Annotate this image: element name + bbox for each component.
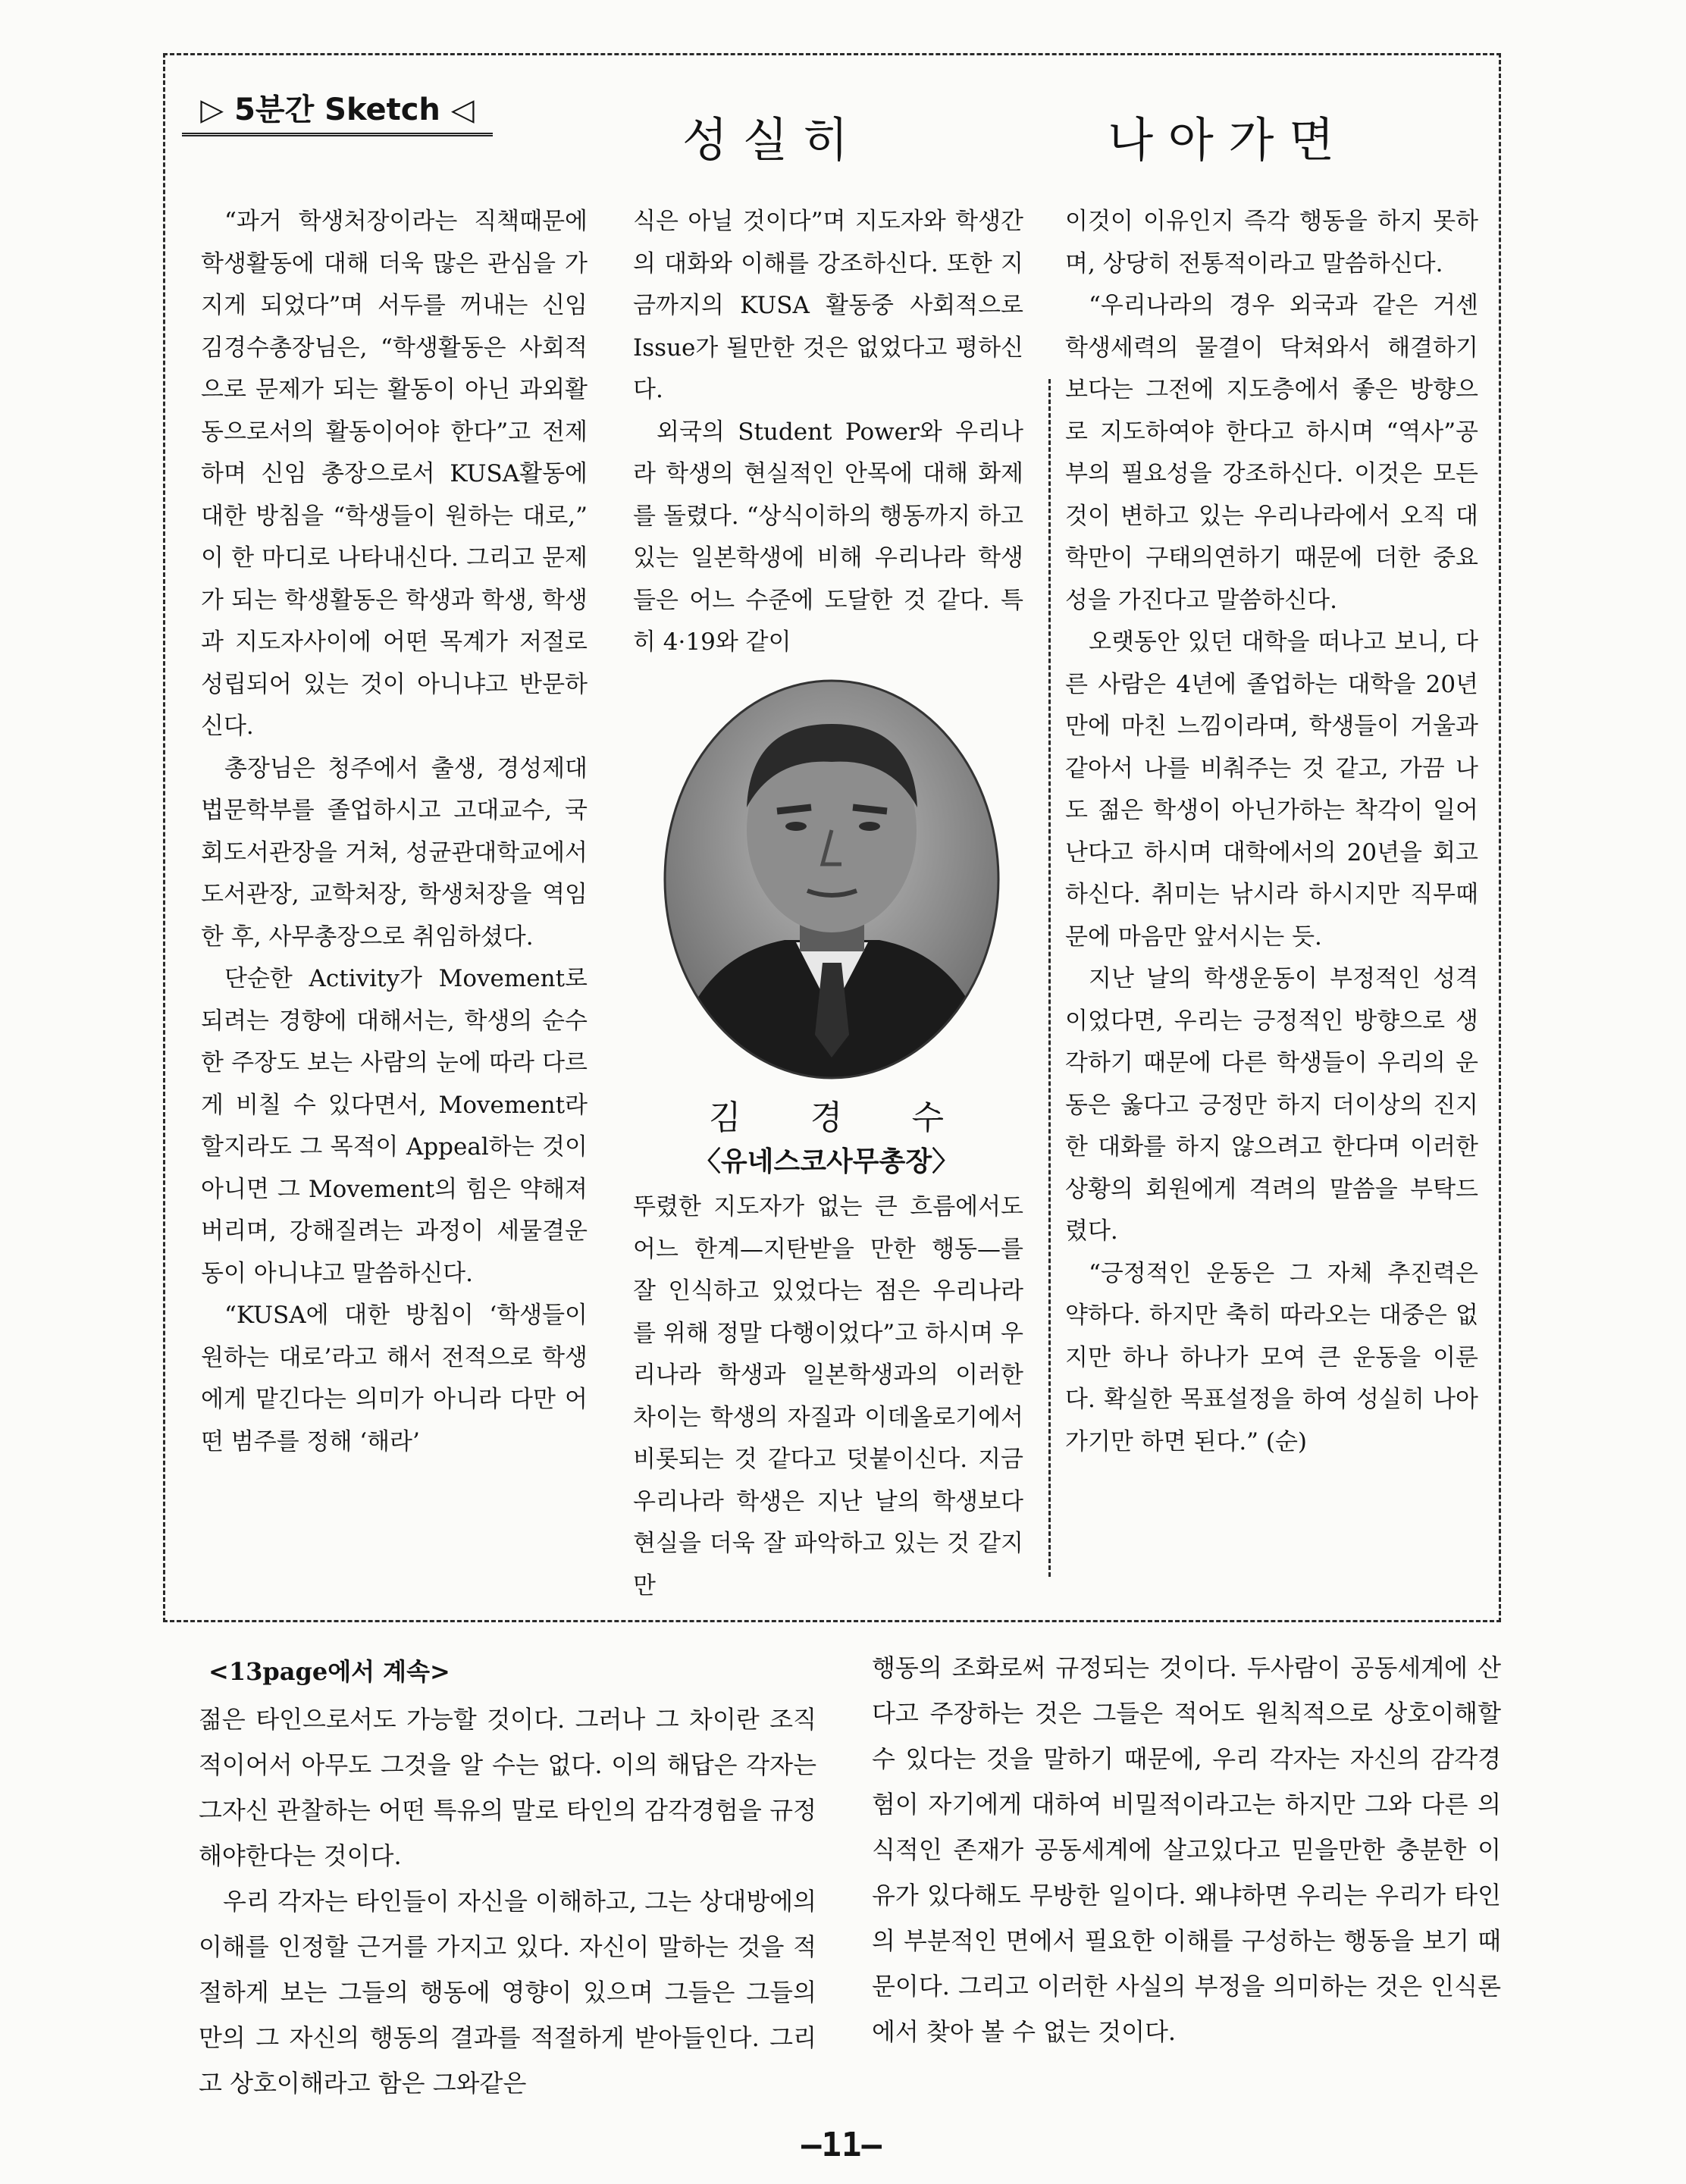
col3-paragraph: “우리나라의 경우 외국과 같은 거센 학생세력의 물결이 닥쳐와서 해결하기 보다는 그전에 지도층에서 좋은 방향으로 지도하여야 한다고 하시며 “역사”공부의 필요성을 강조하신다. 이것은 모든 것이 변하고 있는 우리나라에서 오직 대학만이 구태의연하기 때문에 더한 중요성을 가진다고 말씀하신다. [1065, 292, 1478, 614]
col1-paragraph: “과거 학생처장이라는 직책때문에 학생활동에 대해 더욱 많은 관심을 가지게 되었다”며 서두를 꺼내는 신임 김경수총장님은, “학생활동은 사회적으로 문제가 되는 활동이 아닌 과외활동으로서의 활동이어야 한다”고 전제하며 신임 총장으로서 KUSA활동에 대한 방침을 “학생들이 원하는 대로,” 이 한 마디로 나타내신다. 그리고 문제가 되는 학생활동은 학생과 학생, 학생과 지도자사이에 어떤 목계가 저절로 성립되어 있는 것이 아니냐고 반문하신다. [201, 208, 588, 740]
portrait-caption-role: 〈유네스코사무총장〉 [693, 1146, 960, 1177]
article-column-2-bottom [633, 1186, 1023, 1607]
name-char: 수 [911, 1098, 944, 1137]
continuation-paragraph: 우리 각자는 타인들이 자신을 이해하고, 그는 상대방에의 이해를 인정할 근거를 가지고 있다. 자신이 말하는 것을 적절하게 보는 그들의 행동에 영향이 있으며 그들은 그들의 만의 그 자신의 행동의 결과를 적절하게 받아들인다. 그리고 상호이해라고 함은 그와같은 [199, 1887, 816, 2098]
col3-paragraph: 이것이 이유인지 즉각 행동을 하지 못하며, 상당히 전통적이라고 말씀하신다. [1065, 208, 1478, 277]
col1-paragraph: 단순한 Activity가 Movement로 되려는 경향에 대해서는, 학생의 순수한 주장도 보는 사람의 눈에 따라 다르게 비칠 수 있다면서, Movement라 할지라도 그 목적이 Appeal하는 것이 아니면 그 Movement의 힘은 약해져 버리며, 강해질려는 과정이 세물결운동이 아니냐고 말씀하신다. [201, 965, 588, 1287]
portrait-caption-name [637, 1095, 1016, 1141]
col1-paragraph: 총장님은 청주에서 출생, 경성제대 법문학부를 졸업하시고 고대교수, 국회도서관장을 거쳐, 성균관대학교에서 도서관장, 교학처장, 학생처장을 역임한 후, 사무총장으로 취임하셨다. [201, 754, 588, 951]
col1-paragraph: “KUSA에 대한 방침이 ‘학생들이 원하는 대로’라고 해서 전적으로 학생에게 맡긴다는 의미가 아니라 다만 어떤 범주를 정해 ‘해라’ [201, 1302, 588, 1455]
portrait-image [663, 678, 1001, 1080]
continuation-paragraph: 젊은 타인으로서도 가능할 것이다. 그러나 그 차이란 조직적이어서 아무도 그것을 알 수는 없다. 이의 해답은 각자는 그자신 관찰하는 어떤 특유의 말로 타인의 감각경험을 규정해야한다는 것이다. [199, 1705, 816, 1870]
continued-heading: <13page에서 계속> [208, 1657, 450, 1686]
col3-paragraph: “긍정적인 운동은 그 자체 추진력은 약하다. 하지만 축히 따라오는 대중은 없지만 하나 하나가 모여 큰 운동을 이룬다. 확실한 목표설정을 하여 성실히 나아가기만 하면 된다.” (순) [1065, 1259, 1478, 1455]
article-column-2-top [633, 201, 1023, 664]
continuation-right-column [872, 1645, 1501, 2054]
col3-paragraph: 오랫동안 있던 대학을 떠나고 보니, 다른 사람은 4년에 졸업하는 대학을 20년만에 마친 느낌이라며, 학생들이 거울과 같아서 나를 비춰주는 것 같고, 가끔 나도 젊은 학생이 아닌가하는 착각이 일어난다고 하시며 대학에서의 20년을 회고하신다. 취미는 낚시라 하시지만 직무때문에 마음만 앞서시는 듯. [1065, 628, 1478, 951]
article-column-3 [1065, 201, 1478, 1463]
portrait-photo [663, 678, 1001, 1080]
continuation-paragraph: 행동의 조화로써 규정되는 것이다. 두사람이 공동세계에 산다고 주장하는 것은 그들은 적어도 원칙적으로 상호이해할 수 있다는 것을 말하기 때문에, 우리 각자는 자신의 감각경험이 자기에게 대하여 비밀적이라고는 하지만 그와 다른 의식적인 존재가 공동세계에 살고있다고 믿을만한 충분한 이유가 있다해도 무방한 일이다. 왜냐하면 우리는 우리가 타인의 부분적인 면에서 필요한 이해를 구성하는 행동을 보기 때문이다. 그리고 이러한 사실의 부정을 의미하는 것은 인식론에서 찾아 볼 수 없는 것이다. [872, 1653, 1501, 2046]
section-badge: ▷ 5분간 Sketch ◁ [182, 87, 493, 136]
continuation-left-column [199, 1697, 816, 2106]
article-column-1 [201, 201, 588, 1463]
article-title [682, 106, 1334, 174]
name-char: 경 [810, 1098, 843, 1137]
col2-paragraph: 외국의 Student Power와 우리나라 학생의 현실적인 안목에 대해 화제를 돌렸다. “상식이하의 행동까지 하고 있는 일본학생에 비해 우리나라 학생들은 어느 수준에 도달한 것 같다. 특히 4·19와 같이 [633, 418, 1023, 656]
col3-paragraph: 지난 날의 학생운동이 부정적인 성격이었다면, 우리는 긍정적인 방향으로 생각하기 때문에 다른 학생들이 우리의 운동은 옳다고 긍정만 하지 더이상의 진지한 대화를 하지 않으려고 한다며 이러한 상황의 회원에게 격려의 말씀을 부탁드렸다. [1065, 965, 1478, 1245]
name-char: 김 [709, 1098, 741, 1137]
col2-paragraph: 식은 아닐 것이다”며 지도자와 학생간의 대화와 이해를 강조하신다. 또한 지금까지의 KUSA 활동중 사회적으로 Issue가 될만한 것은 없었다고 평하신다. [633, 208, 1023, 403]
title-part-1: 성 실 히 [682, 112, 849, 168]
col2-paragraph: 뚜렸한 지도자가 없는 큰 흐름에서도 어느 한계—지탄받을 만한 행동—를 잘 인식하고 있었다는 점은 우리나라를 위해 정말 다행이었다”고 하시며 우리나라 학생과 일본학생과의 이러한 차이는 학생의 자질과 이데올로기에서 비롯되는 것 같다고 덧붙이신다. 지금 우리나라 학생은 지난 날의 학생보다 현실을 더욱 잘 파악하고 있는 것 같지만 [633, 1193, 1023, 1600]
page-number: —11— [801, 2126, 882, 2164]
column-divider [1048, 379, 1051, 1577]
title-part-2: 나 아 가 면 [1108, 112, 1334, 168]
